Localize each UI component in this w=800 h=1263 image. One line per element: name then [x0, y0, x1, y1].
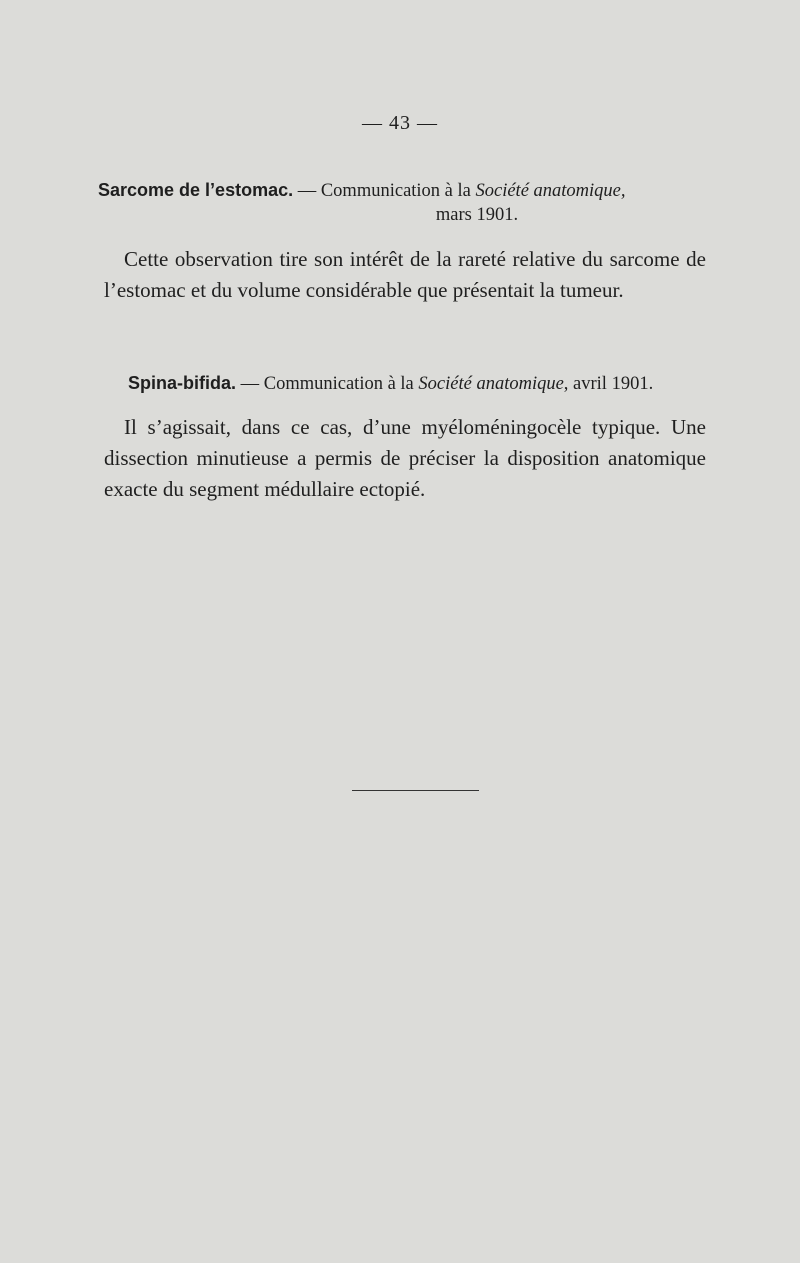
entry-society: Société anatomique,	[475, 181, 626, 201]
entry-communication: — Communication à la	[293, 181, 476, 201]
page-number: — 43 —	[362, 112, 438, 134]
entry-body-text: Cette observation tire son intérêt de la rareté relative du sarcome de l’estomac et du volume considérable que présentait la tumeur.	[104, 247, 706, 302]
entry-body-spina-bifida	[104, 412, 706, 505]
entry-communication: — Communication à la	[236, 374, 419, 394]
entry-title: Spina-bifida.	[128, 373, 236, 393]
entry-heading-spina-bifida	[128, 371, 708, 396]
entry-heading-sarcome	[98, 178, 706, 227]
section-divider-rule	[352, 790, 479, 791]
entry-society: Société anatomique	[418, 374, 564, 394]
entry-body-text: Il s’agissait, dans ce cas, d’une myéloméningocèle typique. Une dissection minutieuse a permis de préciser la disposition anatomique exacte du segment médullaire ectopié.	[104, 415, 706, 501]
entry-date: mars 1901.	[435, 205, 519, 225]
entry-title: Sarcome de l’estomac.	[98, 180, 294, 200]
entry-body-sarcome	[104, 244, 706, 306]
entry-date: , avril 1901.	[563, 374, 654, 394]
